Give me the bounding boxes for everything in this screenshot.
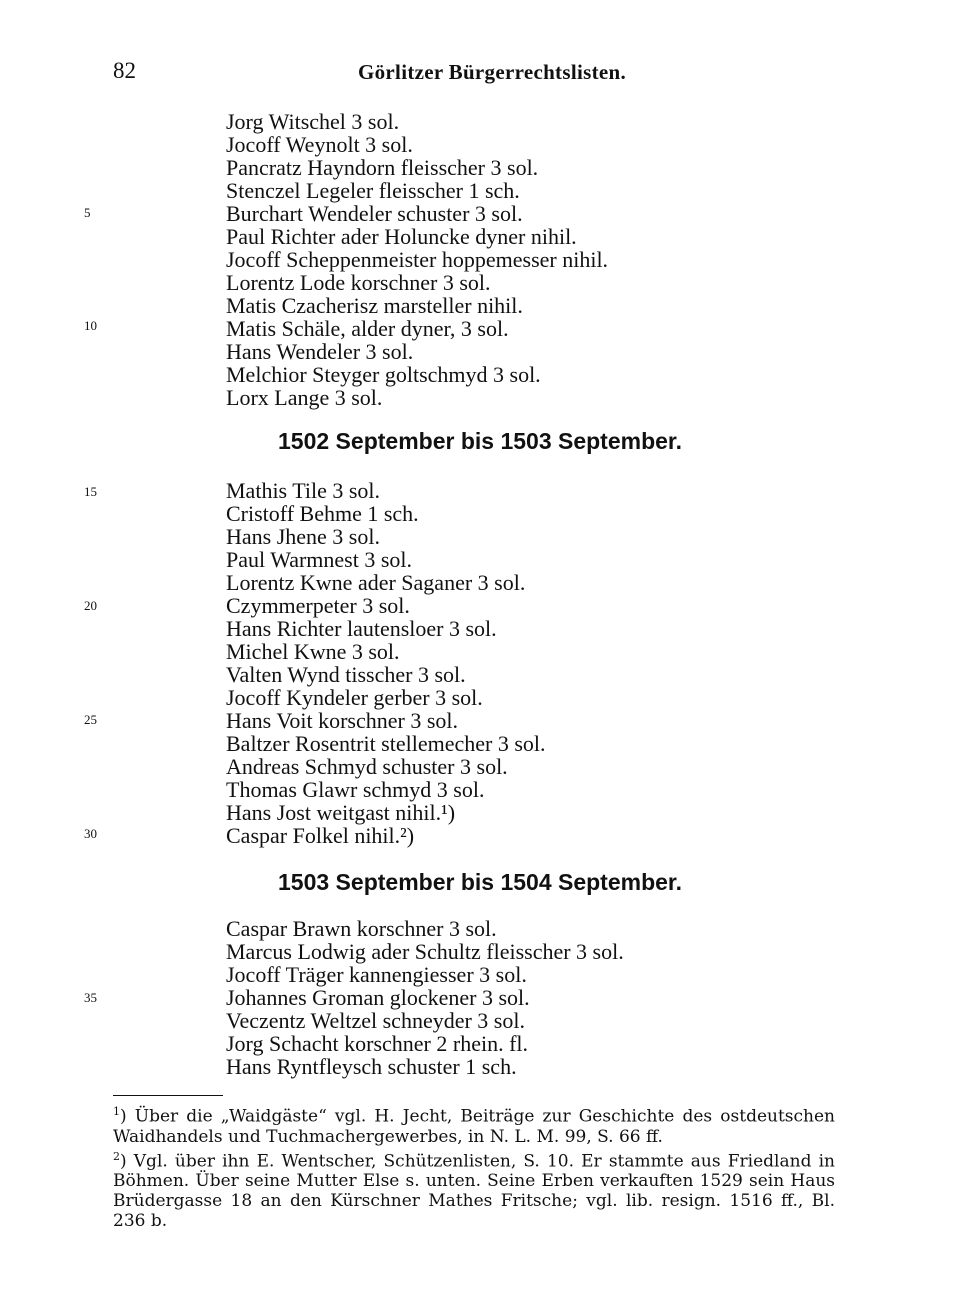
line-number: 10 [84,318,97,333]
list-item: Jocoff Träger kannengiesser 3 sol. [226,962,527,987]
list-item: Mathis Tile 3 sol. [226,478,381,503]
list-item: Stenczel Legeler fleisscher 1 sch. [226,178,520,203]
list-item: Hans Wendeler 3 sol. [226,339,414,364]
list-item: Melchior Steyger goltschmyd 3 sol. [226,362,541,387]
list-item: Hans Richter lautensloer 3 sol. [226,616,497,641]
section-heading: 1502 September bis 1503 September. [278,428,682,454]
line-number: 25 [84,712,97,727]
list-item: Michel Kwne 3 sol. [226,639,400,664]
line-number: 35 [84,990,97,1005]
list-item: Paul Richter ader Holuncke dyner nihil. [226,224,577,249]
list-item: Jocoff Weynolt 3 sol. [226,132,413,157]
list-item: Pancratz Hayndorn fleisscher 3 sol. [226,155,539,180]
list-item: Burchart Wendeler schuster 3 sol. [226,201,523,226]
line-number: 5 [84,205,91,220]
footnote [113,1147,835,1232]
list-item: Johannes Groman glockener 3 sol. [226,985,530,1010]
list-item: Matis Schäle, alder dyner, 3 sol. [226,316,509,341]
list-item: Caspar Folkel nihil.²) [226,823,415,848]
list-item: Marcus Lodwig ader Schultz fleisscher 3 sol. [226,939,624,964]
entry-list-1501-1502 [226,110,866,409]
page-header [0,58,960,88]
list-item: Jorg Witschel 3 sol. [226,109,400,134]
footnote [113,1102,835,1147]
list-item: Baltzer Rosentrit stellemecher 3 sol. [226,731,546,756]
list-item: Lorentz Kwne ader Saganer 3 sol. [226,570,526,595]
list-item: Hans Jhene 3 sol. [226,524,380,549]
line-number: 30 [84,826,97,841]
list-item: Lorx Lange 3 sol. [226,385,383,410]
page-number: 82 [113,58,136,83]
list-item: Caspar Brawn korschner 3 sol. [226,916,497,941]
list-item: Cristoff Behme 1 sch. [226,501,419,526]
list-item: Lorentz Lode korschner 3 sol. [226,270,491,295]
entry-list-1502-1503 [226,479,866,847]
line-number: 15 [84,484,97,499]
list-item: Jocoff Scheppenmeister hoppemesser nihil. [226,247,609,272]
list-item: Veczentz Weltzel schneyder 3 sol. [226,1008,525,1033]
list-item: Jorg Schacht korschner 2 rhein. fl. [226,1031,529,1056]
list-item: Valten Wynd tisscher 3 sol. [226,662,466,687]
footnote-mark: 1 [113,1105,120,1118]
list-item: Hans Ryntfleysch schuster 1 sch. [226,1054,517,1079]
footnote-rule [113,1095,223,1096]
list-item: Jocoff Kyndeler gerber 3 sol. [226,685,483,710]
list-item: Czymmerpeter 3 sol. [226,593,410,618]
footnote-mark: 2 [113,1149,120,1163]
entry-list-1503-1504 [226,917,866,1078]
list-item: Hans Jost weitgast nihil.¹) [226,800,456,825]
footnotes [113,1102,835,1231]
running-title: Görlitzer Bürgerrechtslisten. [358,60,627,84]
list-item: Thomas Glawr schmyd 3 sol. [226,777,485,802]
list-item: Matis Czacherisz marsteller nihil. [226,293,523,318]
section-heading: 1503 September bis 1504 September. [278,869,682,895]
line-number: 20 [84,598,97,613]
footnote-text: ) Über die „Waidgäste“ vgl. H. Jecht, Beiträge zur Geschichte des ostdeutschen Waidhandels und Tuchmachergewerbes, in N. L. M. 99, S. 66 ff. [113,1106,835,1147]
list-item: Paul Warmnest 3 sol. [226,547,413,572]
list-item: Hans Voit korschner 3 sol. [226,708,459,733]
list-item: Andreas Schmyd schuster 3 sol. [226,754,508,779]
footnote-text: ) Vgl. über ihn E. Wentscher, Schützenlisten, S. 10. Er stammte aus Friedland in Böhmen. Über seine Mutter Else s. unten. Seine Erben verkauften 1529 sein Haus Brüdergasse 18 an den Kürschner Mathes Fritsche; vgl. lib. resign. 1516 ff., Bl. 236 b. [113,1151,835,1232]
